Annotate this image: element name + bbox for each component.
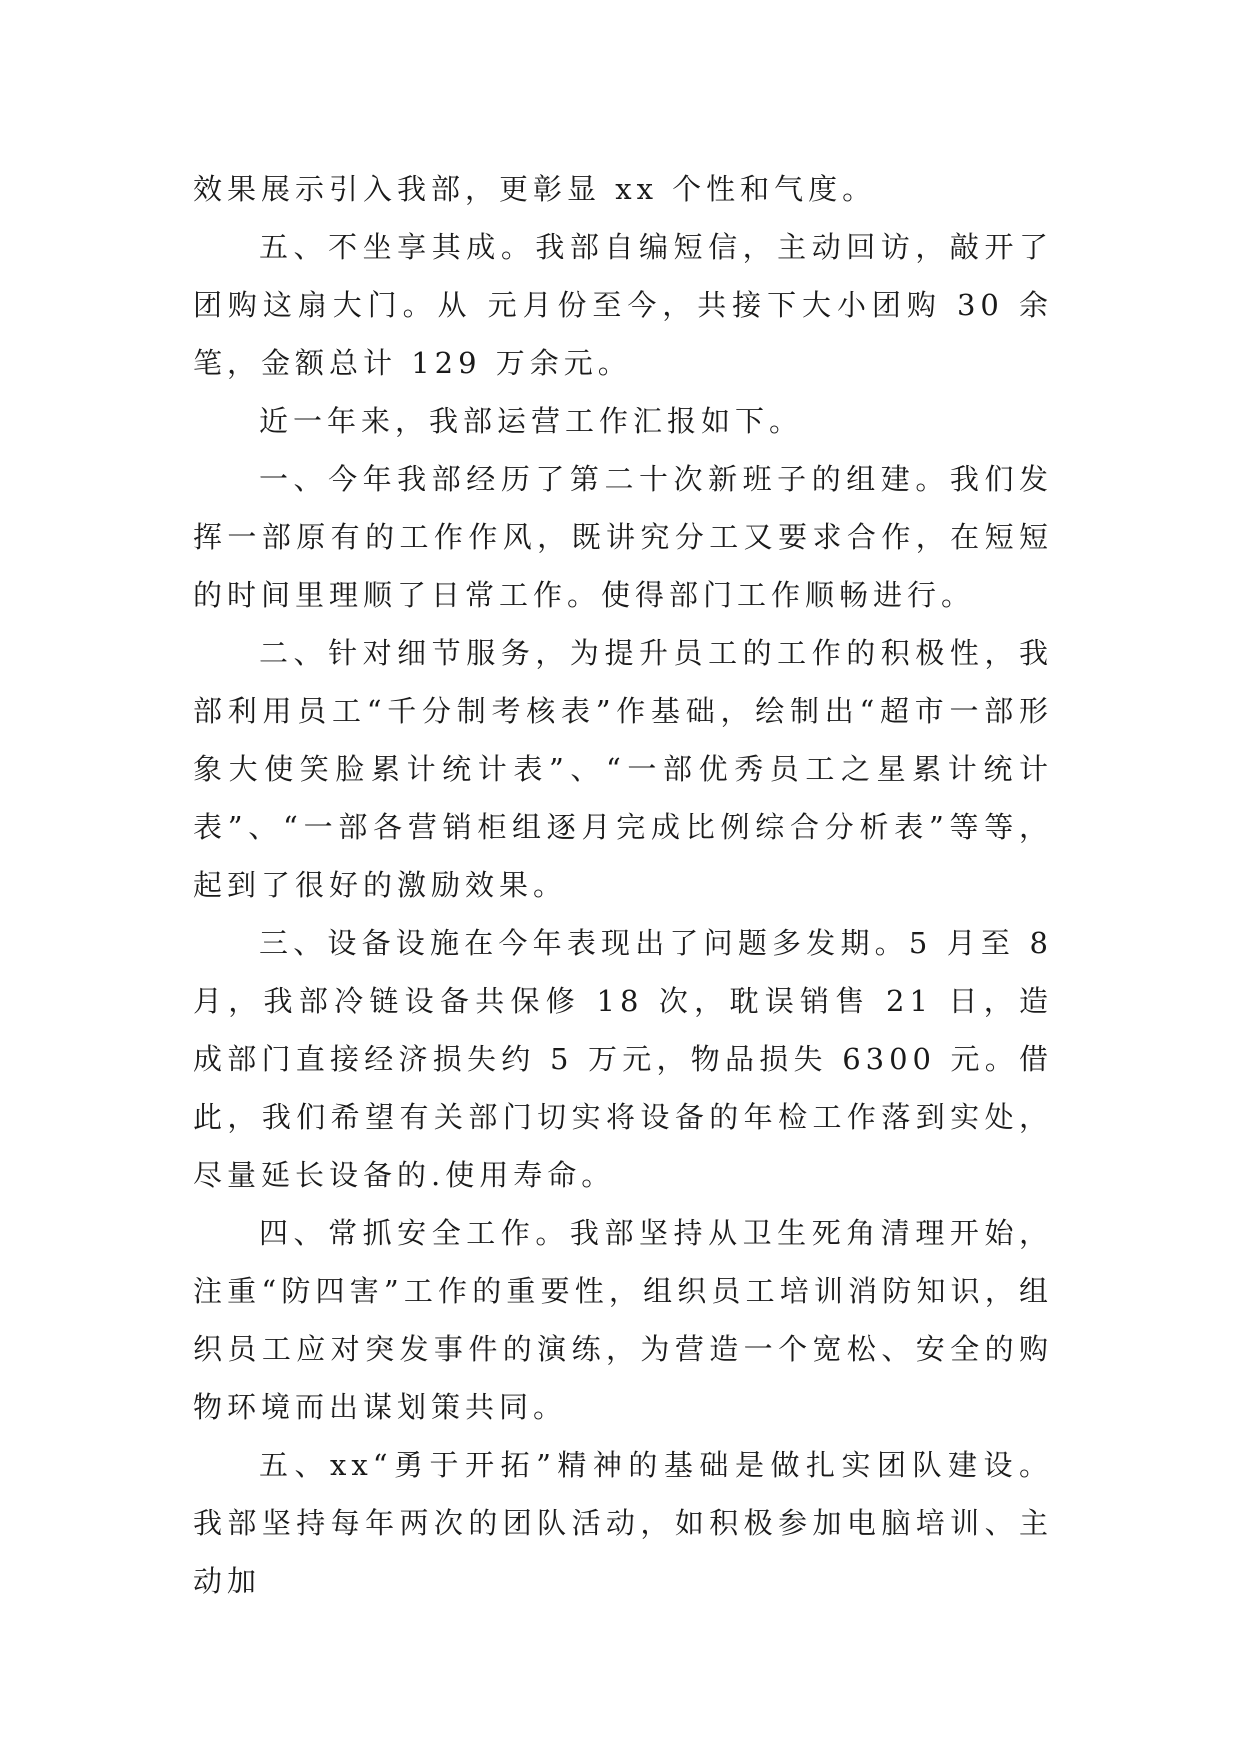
paragraph-group-buying: 五、不坐享其成。我部自编短信，主动回访，敲开了团购这扇大门。从 元月份至今，共接下大小团购 30 余笔，金额总计 129 万余元。 [193,230,1053,380]
paragraph-continuation: 效果展示引入我部，更彰显 xx 个性和气度。 [193,172,877,206]
paragraph-item-two: 二、针对细节服务，为提升员工的工作的积极性，我部利用员工“千分制考核表”作基础，绘制出“超市一部形象大使笑脸累计统计表”、“一部优秀员工之星累计统计表”、“一部各营销柜组逐月完成比例综合分析表”等等，起到了很好的激励效果。 [193,636,1053,902]
paragraph-item-four: 四、常抓安全工作。我部坚持从卫生死角清理开始，注重“防四害”工作的重要性，组织员工培训消防知识，组织员工应对突发事件的演练，为营造一个宽松、安全的购物环境而出谋划策共同。 [193,1216,1053,1424]
paragraph-item-three: 三、设备设施在今年表现出了问题多发期。5 月至 8 月，我部冷链设备共保修 18 次，耽误销售 21 日，造成部门直接经济损失约 5 万元，物品损失 6300 元。借此，我们希望有关部门切实将设备的年检工作落到实处，尽量延长设备的.使用寿命。 [193,926,1053,1192]
paragraph-item-one: 一、今年我部经历了第二十次新班子的组建。我们发挥一部原有的工作作风，既讲究分工又要求合作，在短短的时间里理顺了日常工作。使得部门工作顺畅进行。 [193,462,1053,612]
document-body [193,160,1053,1610]
paragraph-intro: 近一年来，我部运营工作汇报如下。 [259,404,804,438]
paragraph-item-five: 五、xx“勇于开拓”精神的基础是做扎实团队建设。我部坚持每年两次的团队活动，如积极参加电脑培训、主动加 [193,1448,1053,1598]
